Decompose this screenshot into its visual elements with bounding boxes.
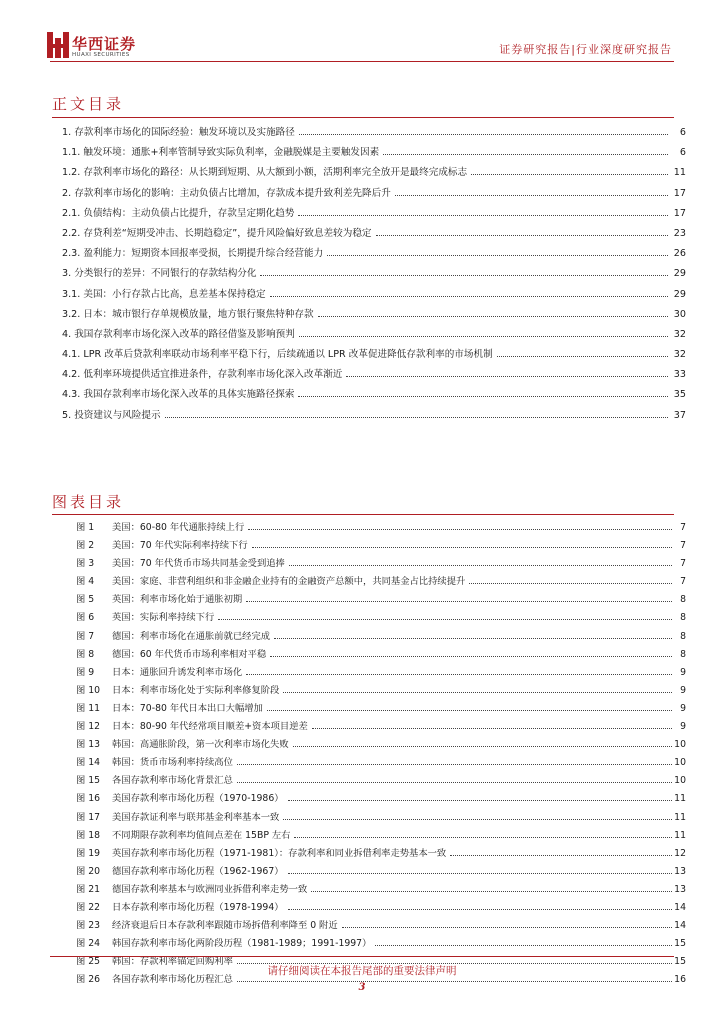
figure-list-title-rule xyxy=(52,514,674,515)
figure-entry-number: 图 3 xyxy=(76,558,95,570)
toc-entry-page: 29 xyxy=(673,268,686,280)
figure-entry-number: 图 12 xyxy=(76,721,101,733)
figure-entry[interactable] xyxy=(76,772,686,790)
figure-entry-label: 各国存款利率市场化历程汇总 xyxy=(112,974,233,986)
figure-entry[interactable] xyxy=(76,591,686,609)
figure-leader-dots xyxy=(237,782,672,783)
figure-leader-dots xyxy=(288,800,672,801)
figure-entry-number: 图 5 xyxy=(76,594,95,606)
figure-entry-number: 图 2 xyxy=(76,540,95,552)
toc-entry-page: 6 xyxy=(679,127,686,138)
figure-entry-page: 9 xyxy=(680,721,686,733)
figure-entry-number: 图 1 xyxy=(76,522,95,533)
figure-entry-page: 14 xyxy=(674,920,686,932)
table-of-contents xyxy=(62,124,686,427)
figure-entry-page: 7 xyxy=(680,576,686,588)
figure-entry[interactable] xyxy=(76,881,686,899)
toc-entry-label: 1.1. 触发环境：通胀+利率管制导致实际负利率，金融脱媒是主要触发因素 xyxy=(62,147,380,159)
toc-entry-label: 2.2. 存贷利差“短期受冲击、长期趋稳定”，提升风险偏好致息差较为稳定 xyxy=(62,227,372,239)
toc-entry[interactable] xyxy=(62,225,686,245)
figure-entry[interactable] xyxy=(76,718,686,736)
figure-entry[interactable] xyxy=(76,537,686,555)
figure-entry-number: 图 26 xyxy=(76,974,101,986)
figure-entry[interactable] xyxy=(76,664,686,682)
footer-divider xyxy=(50,956,674,957)
figure-leader-dots xyxy=(218,619,672,620)
figure-entry-label: 韩国：货币市场利率持续高位 xyxy=(112,757,233,769)
huaxi-logo-icon xyxy=(47,32,69,58)
figure-entry-label: 日本存款利率市场化历程（1978-1994） xyxy=(112,901,284,913)
figure-entry-number: 图 10 xyxy=(76,684,101,696)
figure-leader-dots xyxy=(267,710,672,711)
logo-english-name: HUAXI SECURITIES xyxy=(72,52,130,58)
figure-leader-dots xyxy=(375,945,672,946)
figure-entry-page: 8 xyxy=(680,630,686,642)
toc-title-rule xyxy=(52,117,674,118)
figure-entry-page: 13 xyxy=(674,883,686,895)
figure-leader-dots xyxy=(270,656,672,657)
figure-entry-page: 10 xyxy=(674,757,686,769)
figure-entry-label: 经济衰退后日本存款利率跟随市场拆借利率降至 0 附近 xyxy=(112,920,338,932)
toc-entry-page: 6 xyxy=(679,147,686,159)
figure-leader-dots xyxy=(283,692,672,693)
figure-entry[interactable] xyxy=(76,682,686,700)
figure-entry-page: 10 xyxy=(674,739,686,751)
figure-leader-dots xyxy=(288,873,672,874)
toc-entry-label: 3.1. 美国：小行存款占比高，息差基本保持稳定 xyxy=(62,288,266,300)
figure-entry-label: 德国存款利率基本与欧洲同业拆借利率走势一致 xyxy=(112,883,308,895)
figure-entry-page: 11 xyxy=(674,829,686,841)
figure-entry-number: 图 22 xyxy=(76,901,101,913)
toc-entry-label: 2.1. 负债结构：主动负债占比提升，存款呈定期化趋势 xyxy=(62,207,295,219)
toc-entry-label: 4.2. 低利率环境提供适宜推进条件，存款利率市场化深入改革渐近 xyxy=(62,369,343,381)
toc-entry-label: 4.3. 我国存款利率市场化深入改革的具体实施路径探索 xyxy=(62,389,295,401)
figure-leader-dots xyxy=(342,927,672,928)
figure-entry-label: 美国：60-80 年代通胀持续上行 xyxy=(112,522,245,533)
page-header xyxy=(0,0,724,70)
figure-entry-label: 各国存款利率市场化背景汇总 xyxy=(112,775,233,787)
figure-entry-number: 图 4 xyxy=(76,576,95,588)
toc-entry-page: 26 xyxy=(673,248,686,260)
toc-entry-page: 30 xyxy=(673,308,686,320)
toc-entry-label: 2.3. 盈利能力：短期资本回报率受损，长期提升综合经营能力 xyxy=(62,248,324,260)
toc-entry[interactable] xyxy=(62,326,686,346)
figure-entry-label: 德国：60 年代货币市场利率相对平稳 xyxy=(112,648,267,660)
figure-entry-label: 韩国：高通胀阶段，第一次利率市场化失败 xyxy=(112,739,289,751)
toc-entry[interactable] xyxy=(62,245,686,265)
figure-entry-page: 7 xyxy=(680,558,686,570)
figure-entry-label: 美国：家庭、非营利组织和非金融企业持有的金融资产总额中，共同基金占比持续提升 xyxy=(112,576,466,588)
figure-entry-number: 图 17 xyxy=(76,811,101,823)
figure-leader-dots xyxy=(450,855,672,856)
toc-leader-dots xyxy=(471,174,668,175)
toc-entry-label: 3. 分类银行的差异：不同银行的存款结构分化 xyxy=(62,268,257,280)
figure-entry[interactable] xyxy=(76,754,686,772)
figure-entry[interactable] xyxy=(76,700,686,718)
figure-entry-page: 8 xyxy=(680,648,686,660)
figure-entry[interactable] xyxy=(76,863,686,881)
figure-leader-dots xyxy=(288,909,672,910)
figure-entry-page: 15 xyxy=(674,956,686,968)
toc-leader-dots xyxy=(395,195,668,196)
figure-leader-dots xyxy=(311,891,672,892)
figure-leader-dots xyxy=(237,764,672,765)
toc-entry[interactable] xyxy=(62,286,686,306)
toc-entry-page: 17 xyxy=(673,207,686,219)
figure-entry[interactable] xyxy=(76,573,686,591)
figure-entry[interactable] xyxy=(76,519,686,537)
toc-entry[interactable] xyxy=(62,205,686,225)
figure-entry[interactable] xyxy=(76,809,686,827)
toc-entry-page: 32 xyxy=(673,349,686,361)
figure-entry[interactable] xyxy=(76,628,686,646)
figure-leader-dots xyxy=(312,728,672,729)
figure-leader-dots xyxy=(248,529,672,530)
figure-entry-page: 9 xyxy=(680,684,686,696)
toc-entry-page: 29 xyxy=(673,288,686,300)
figure-leader-dots xyxy=(289,565,672,566)
figure-entry-label: 不同期限存款利率均值间点差在 15BP 左右 xyxy=(112,829,291,841)
figure-leader-dots xyxy=(274,638,672,639)
toc-leader-dots xyxy=(318,316,668,317)
figure-entry[interactable] xyxy=(76,845,686,863)
toc-leader-dots xyxy=(270,296,668,297)
figure-entry-number: 图 24 xyxy=(76,938,101,950)
figure-entry-page: 14 xyxy=(674,901,686,913)
toc-entry[interactable] xyxy=(62,306,686,326)
figure-entry-page: 7 xyxy=(680,522,686,533)
toc-entry-label: 1.2. 存款利率市场化的路径：从长期到短期、从大额到小额，活期利率完全放开是最终完成标志 xyxy=(62,167,468,179)
toc-entry-label: 4. 我国存款利率市场化深入改革的路径借鉴及影响预判 xyxy=(62,328,295,340)
figure-entry-label: 英国存款利率市场化历程（1971-1981）：存款利率和同业拆借利率走势基本一致 xyxy=(112,847,447,859)
toc-entry-page: 23 xyxy=(673,227,686,239)
toc-entry-page: 35 xyxy=(673,389,686,401)
toc-leader-dots xyxy=(327,255,668,256)
report-type-label: 证券研究报告|行业深度研究报告 xyxy=(499,43,672,56)
toc-entry-label: 4.1. LPR 改革后贷款利率联动市场利率平稳下行，后续疏通以 LPR 改革促进降低存款利率的市场机制 xyxy=(62,349,493,361)
toc-title: 正文目录 xyxy=(52,95,125,113)
toc-entry-label: 2. 存款利率市场化的影响：主动负债占比增加，存款成本提升致利差先降后升 xyxy=(62,187,391,199)
figure-entry[interactable] xyxy=(76,555,686,573)
figure-entry-number: 图 20 xyxy=(76,865,101,877)
toc-entry[interactable] xyxy=(62,366,686,386)
toc-entry-page: 11 xyxy=(673,167,686,179)
figure-entry-page: 9 xyxy=(680,702,686,714)
toc-entry[interactable] xyxy=(62,346,686,366)
figure-entry-number: 图 6 xyxy=(76,612,95,624)
toc-entry-page: 32 xyxy=(673,328,686,340)
page-number: 3 xyxy=(358,982,366,993)
figure-leader-dots xyxy=(246,601,672,602)
figure-entry-page: 11 xyxy=(674,793,686,805)
figure-leader-dots xyxy=(469,583,672,584)
toc-entry-page: 37 xyxy=(673,409,686,421)
figure-entry-label: 韩国存款利率市场化两阶段历程（1981-1989；1991-1997） xyxy=(112,938,372,950)
toc-leader-dots xyxy=(298,215,668,216)
toc-entry[interactable] xyxy=(62,124,686,144)
toc-entry-label: 1. 存款利率市场化的国际经验：触发环境以及实施路径 xyxy=(62,127,295,138)
figure-entry[interactable] xyxy=(76,646,686,664)
toc-entry-label: 3.2. 日本：城市银行存单规模放量，地方银行聚焦特种存款 xyxy=(62,308,314,320)
header-divider xyxy=(50,61,674,62)
figure-entry-page: 15 xyxy=(674,938,686,950)
figure-entry-label: 美国存款证利率与联邦基金利率基本一致 xyxy=(112,811,280,823)
toc-entry[interactable] xyxy=(62,386,686,406)
figure-entry-number: 图 7 xyxy=(76,630,95,642)
figure-entry-page: 11 xyxy=(674,811,686,823)
figure-entry-label: 美国存款利率市场化历程（1970-1986） xyxy=(112,793,284,805)
figure-entry-number: 图 25 xyxy=(76,956,101,968)
figure-entry-number: 图 23 xyxy=(76,920,101,932)
figure-entry[interactable] xyxy=(76,790,686,808)
figure-entry-label: 德国：利率市场化在通胀前就已经完成 xyxy=(112,630,271,642)
figure-entry-page: 12 xyxy=(674,847,686,859)
toc-entry[interactable] xyxy=(62,164,686,184)
legal-notice: 请仔细阅读在本报告尾部的重要法律声明 xyxy=(267,965,457,977)
figure-leader-dots xyxy=(252,547,672,548)
figure-entry-number: 图 19 xyxy=(76,847,101,859)
toc-leader-dots xyxy=(298,396,668,397)
toc-leader-dots xyxy=(346,376,668,377)
figure-list xyxy=(76,519,686,989)
toc-leader-dots xyxy=(383,154,668,155)
figure-entry-number: 图 11 xyxy=(76,702,101,714)
toc-entry[interactable] xyxy=(62,185,686,205)
figure-entry[interactable] xyxy=(76,736,686,754)
figure-entry-page: 13 xyxy=(674,865,686,877)
figure-entry-label: 英国：实际利率持续下行 xyxy=(112,612,215,624)
figure-list-title: 图表目录 xyxy=(52,493,125,511)
figure-entry-label: 美国：70 年代实际利率持续下行 xyxy=(112,540,248,552)
figure-entry-number: 图 13 xyxy=(76,739,101,751)
figure-entry[interactable] xyxy=(76,827,686,845)
figure-entry-number: 图 16 xyxy=(76,793,101,805)
figure-entry-label: 德国存款利率市场化历程（1962-1967） xyxy=(112,865,284,877)
figure-leader-dots xyxy=(283,819,672,820)
figure-entry-label: 韩国：存款利率锚定回购利率 xyxy=(112,956,233,968)
figure-entry[interactable] xyxy=(76,609,686,627)
toc-leader-dots xyxy=(299,336,668,337)
figure-entry[interactable] xyxy=(76,917,686,935)
figure-entry-label: 英国：利率市场化始于通胀初期 xyxy=(112,594,243,606)
figure-entry-label: 日本：80-90 年代经常项目顺差+资本项目逆差 xyxy=(112,721,308,733)
toc-leader-dots xyxy=(260,275,668,276)
figure-entry-page: 9 xyxy=(680,666,686,678)
toc-leader-dots xyxy=(497,356,668,357)
figure-entry-number: 图 15 xyxy=(76,775,101,787)
figure-entry-page: 10 xyxy=(674,775,686,787)
figure-entry-page: 8 xyxy=(680,612,686,624)
figure-entry-page: 7 xyxy=(680,540,686,552)
toc-entry[interactable] xyxy=(62,265,686,285)
toc-entry[interactable] xyxy=(62,144,686,164)
toc-entry-page: 17 xyxy=(673,187,686,199)
figure-entry[interactable] xyxy=(76,899,686,917)
figure-entry[interactable] xyxy=(76,935,686,953)
figure-entry-number: 图 21 xyxy=(76,883,101,895)
figure-entry-number: 图 18 xyxy=(76,829,101,841)
figure-entry-page: 16 xyxy=(674,974,686,986)
figure-entry-number: 图 14 xyxy=(76,757,101,769)
figure-entry-label: 美国：70 年代货币市场共同基金受到追捧 xyxy=(112,558,285,570)
figure-leader-dots xyxy=(293,746,672,747)
toc-leader-dots xyxy=(299,134,668,135)
figure-entry-label: 日本：通胀回升诱发利率市场化 xyxy=(112,666,243,678)
toc-entry-page: 33 xyxy=(673,369,686,381)
figure-leader-dots xyxy=(246,674,672,675)
figure-entry-number: 图 8 xyxy=(76,648,95,660)
toc-entry[interactable] xyxy=(62,407,686,427)
figure-entry-number: 图 9 xyxy=(76,666,95,678)
toc-leader-dots xyxy=(165,417,668,418)
figure-entry-label: 日本：利率市场化处于实际利率修复阶段 xyxy=(112,684,280,696)
figure-leader-dots xyxy=(294,837,672,838)
figure-entry-label: 日本：70-80 年代日本出口大幅增加 xyxy=(112,702,263,714)
logo-chinese-name: 华西证券 xyxy=(72,35,137,53)
toc-entry-label: 5. 投资建议与风险提示 xyxy=(62,409,161,421)
toc-leader-dots xyxy=(376,235,668,236)
figure-entry-page: 8 xyxy=(680,594,686,606)
